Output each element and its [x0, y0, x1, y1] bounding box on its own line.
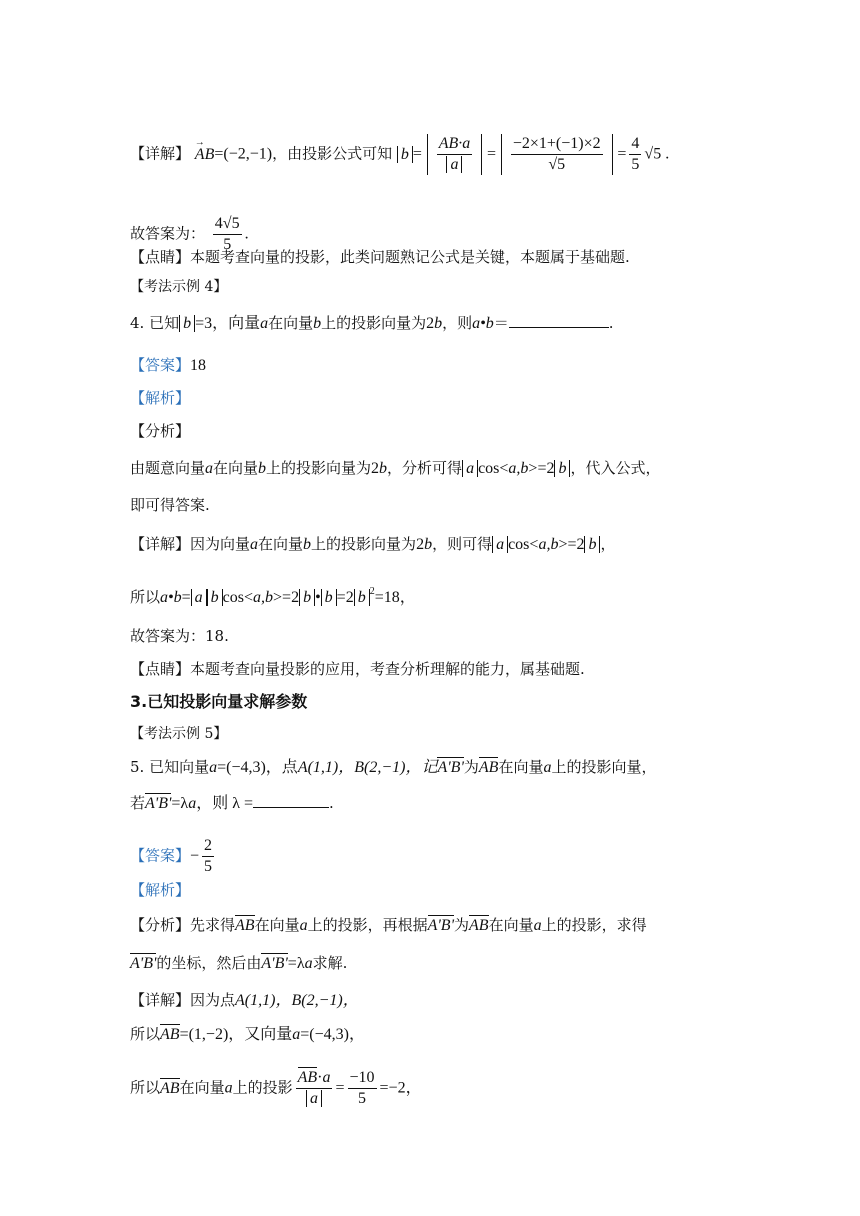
formula-abs-1: $\frac{AB\cdot a}{a}$ — [427, 134, 483, 175]
fenxi-4-tag: 【分析】 — [130, 422, 191, 440]
question-5-b: 若A'B'=λa，则 λ = . — [130, 794, 334, 812]
detail-5-c: 所以AB在向量a上的投影 $\frac{AB\cdot a}{a}$ = $\frac{-10}{5}$ =−2， — [130, 1069, 422, 1107]
answer-4b: 故答案为：18. — [130, 627, 229, 645]
detail-line-1: 【详解】 → AB=(−2,−1)，由投影公式可知 b = $\frac{AB\cdot a}{a}$ = $\frac{-2\times 1+(-1)\times 2}{√5}$ = $\frac{4}{5}$ √5 . — [130, 134, 669, 175]
abs-b: b — [397, 146, 413, 163]
fenxi-4-body: 由题意向量a在向量b上的投影向量为2b，分析可得 a cos<a,b>=2 b ，代入公式， — [130, 459, 661, 477]
answer-fraction: $\frac{4√5}{5}$ — [214, 215, 240, 253]
formula-abs-2: $\frac{-2\times 1+(-1)\times 2}{√5}$ — [501, 134, 613, 175]
comment-4: 【点睛】本题考查向量投影的应用，考查分析理解的能力，属基础题. — [130, 660, 585, 678]
fenxi-5: 【分析】先求得AB在向量a上的投影，再根据A'B'为AB在向量a上的投影，求得 — [130, 916, 647, 934]
analysis-5-tag: 【解析】 — [130, 881, 191, 899]
section-3-title: 3.已知投影向量求解参数 — [130, 692, 308, 711]
answer-4: 【答案】18 — [130, 356, 207, 374]
example-4-label: 【考法示例 4】 — [130, 279, 228, 295]
ab-value: =(−2,−1) — [214, 145, 273, 163]
detail-tag: 【详解】 — [130, 144, 191, 163]
comment-line-1: 【点睛】本题考查向量的投影，此类问题熟记公式是关键，本题属于基础题. — [130, 248, 630, 266]
vector-ab: → AB — [195, 144, 215, 166]
detail-text: ，由投影公式可知 — [272, 144, 393, 163]
answer-line-1: 故答案为： $\frac{4√5}{5}$ . — [130, 215, 249, 253]
detail-5: 【详解】因为点A(1,1)，B(2,−1)， — [130, 991, 359, 1009]
answer-5: 【答案】− $\frac{2}{5}$ — [130, 837, 213, 875]
question-4: 4. 已知 b =3，向量a在向量b上的投影向量为2b，则a•b＝ . — [130, 314, 614, 332]
detail-4-2: 所以a•b= a b cos<a,b>=2 b • b =2 b $^2$=18， — [130, 586, 416, 606]
detail-5-b: 所以AB=(1,−2)，又向量a=(−4,3)， — [130, 1025, 365, 1043]
detail-4: 【详解】因为向量a在向量b上的投影向量为2b，则可得 a cos<a,b>=2 b ， — [130, 535, 616, 553]
example-5-label: 【考法示例 5】 — [130, 726, 228, 742]
analysis-4-tag: 【解析】 — [130, 389, 191, 407]
fenxi-5-b: A'B'的坐标，然后由A'B'=λa求解. — [130, 954, 348, 972]
question-5-a: 5. 已知向量a=(−4,3)，点A(1,1)，B(2,−1)，记A'B'为AB在向量a上的投影向量， — [130, 758, 657, 776]
result-fraction: $\frac{4}{5}$ — [631, 135, 640, 173]
fenxi-4-body-2: 即可得答案. — [130, 496, 210, 514]
